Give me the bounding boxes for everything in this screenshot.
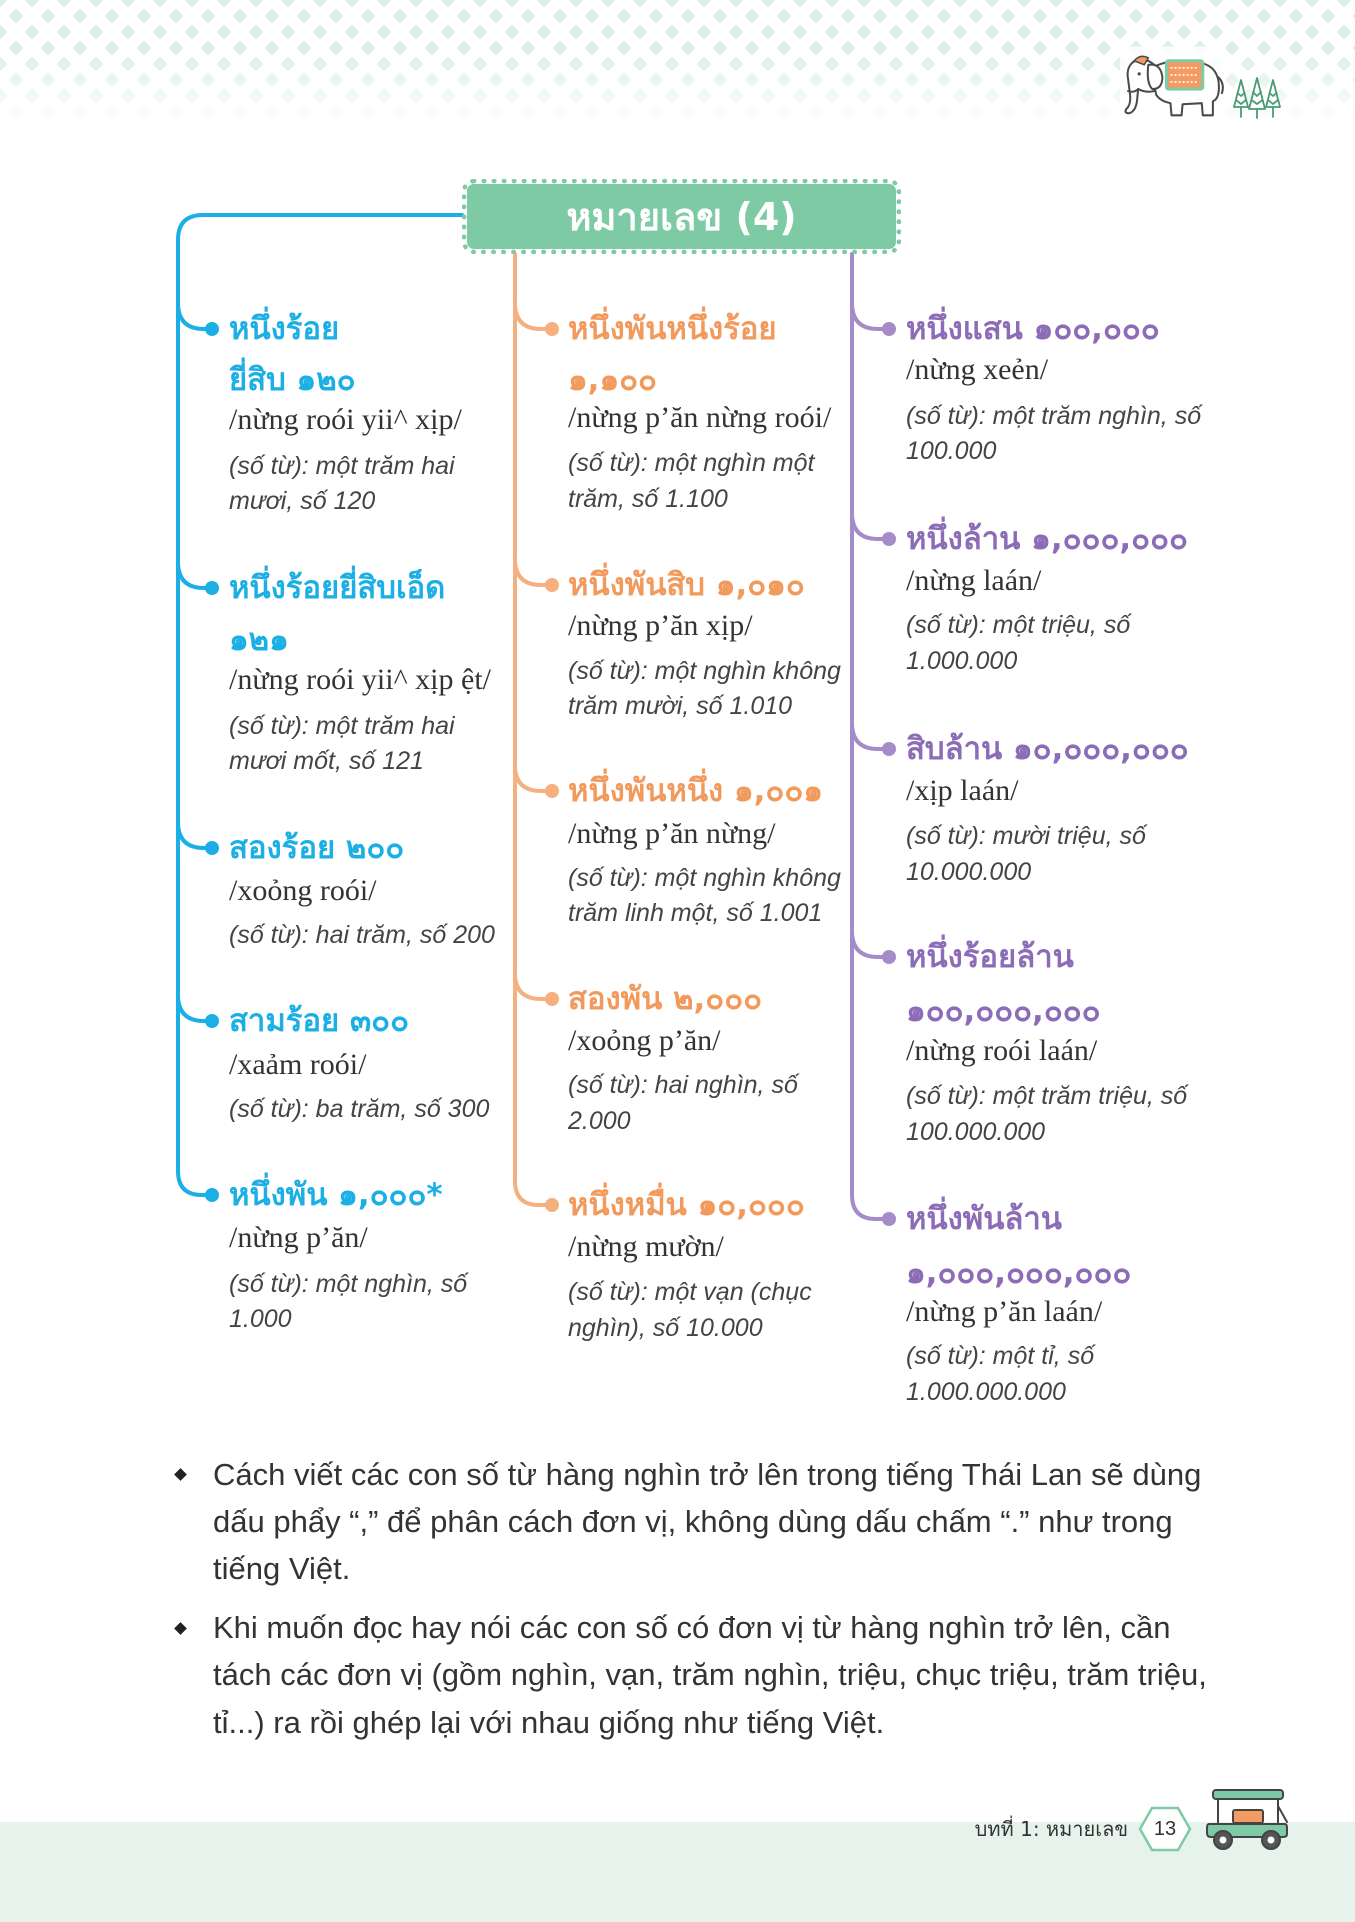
entry-pronunciation: /nừng p’ăn nừng/	[568, 817, 776, 850]
entry-pronunciation: /nừng laán/	[906, 564, 1042, 597]
entry-thai: ๑๒๑	[229, 622, 289, 658]
entry-gloss: (số từ): một triệu, số	[906, 611, 1131, 639]
tuk-tuk-icon	[1203, 1786, 1291, 1852]
entry-thai: หนึ่งพันหนึ่ง ๑,๐๐๑	[568, 773, 823, 809]
branch-dot	[205, 581, 219, 595]
entry-gloss: (số từ): một trăm triệu, số	[906, 1082, 1188, 1110]
entry-gloss: (số từ): hai trăm, số 200	[229, 921, 495, 949]
entry-pronunciation: /nừng roói yii^ xịp ệt/	[229, 663, 491, 696]
entry-gloss: (số từ): một trăm hai	[229, 452, 455, 480]
branch-dot	[205, 841, 219, 855]
entry-gloss: (số từ): ba trăm, số 300	[229, 1095, 490, 1123]
entry-gloss: nghìn), số 10.000	[568, 1314, 763, 1342]
entry-gloss: (số từ): một nghìn một	[568, 449, 815, 477]
entry-thai: หนึ่งร้อยล้าน	[906, 939, 1074, 975]
entry-gloss: (số từ): một trăm hai	[229, 712, 455, 740]
page-number: 13	[1153, 1818, 1177, 1840]
entry-pronunciation: /xaảm roói/	[229, 1048, 367, 1081]
entry-pronunciation: /xịp laán/	[906, 774, 1019, 807]
note-line: tiếng Việt.	[213, 1551, 351, 1586]
entry-pronunciation: /nừng p’ăn nừng roói/	[568, 401, 832, 434]
entry-gloss: mươi, số 120	[229, 487, 376, 515]
entry-pronunciation: /nừng roói laán/	[906, 1034, 1098, 1067]
entry-thai: ยี่สิบ ๑๒๐	[229, 362, 356, 398]
entry-thai: หนึ่งร้อย	[229, 311, 340, 347]
entry-pronunciation: /nừng p’ăn laán/	[906, 1295, 1103, 1328]
entry-thai: หนึ่งพันล้าน	[906, 1201, 1062, 1237]
entry-pronunciation: /nừng p’ăn/	[229, 1221, 368, 1254]
note-line: tách các đơn vị (gồm nghìn, vạn, trăm nghìn, triệu, chục triệu, trăm triệu,	[213, 1657, 1207, 1692]
entry-gloss: 100.000.000	[906, 1118, 1046, 1146]
entry-gloss: (số từ): một nghìn không	[568, 657, 841, 685]
entry-gloss: trăm mười, số 1.010	[568, 692, 793, 720]
note-line: dấu phẩy “,” để phân cách đơn vị, không dùng dấu chấm “.” như trong	[213, 1504, 1173, 1539]
branch-dot	[205, 1188, 219, 1202]
entry-gloss: (số từ): một trăm nghìn, số	[906, 402, 1202, 430]
entry-thai: สิบล้าน ๑๐,๐๐๐,๐๐๐	[906, 731, 1189, 767]
entry-gloss: 2.000	[568, 1107, 631, 1135]
entry-thai: สองร้อย ๒๐๐	[229, 830, 405, 866]
note-line: Cách viết các con số từ hàng nghìn trở lên trong tiếng Thái Lan sẽ dùng	[213, 1457, 1202, 1492]
entry-gloss: (số từ): một vạn (chục	[568, 1278, 812, 1306]
entry-gloss: 10.000.000	[906, 858, 1032, 886]
branch-dot	[205, 1014, 219, 1028]
entry-gloss: (số từ): mười triệu, số	[906, 822, 1146, 850]
entry-pronunciation: /nừng p’ăn xịp/	[568, 609, 753, 642]
entry-thai: หนึ่งพันหนึ่งร้อย	[568, 311, 777, 347]
entry-thai: สามร้อย ๓๐๐	[229, 1003, 410, 1039]
entry-thai: หนึ่งร้อยยี่สิบเอ็ด	[229, 570, 446, 606]
entry-thai: ๑,๐๐๐,๐๐๐,๐๐๐	[906, 1255, 1132, 1291]
note-line: Khi muốn đọc hay nói các con số có đơn vị từ hàng nghìn trở lên, cần	[213, 1610, 1171, 1645]
entry-thai: หนึ่งหมื่น ๑๐,๐๐๐	[568, 1187, 805, 1223]
entry-gloss: (số từ): một tỉ, số	[906, 1342, 1095, 1370]
entry-thai: สองพัน ๒,๐๐๐	[568, 981, 763, 1017]
entry-thai: หนึ่งแสน ๑๐๐,๐๐๐	[906, 311, 1160, 347]
entry-gloss: (số từ): một nghìn, số	[229, 1270, 468, 1298]
page-title: หมายเลข (4)	[566, 194, 797, 239]
entry-pronunciation: /nừng mườn/	[568, 1230, 724, 1263]
entry-pronunciation: /nừng xeẻn/	[906, 353, 1049, 386]
entry-pronunciation: /xoỏng p’ăn/	[568, 1024, 721, 1057]
entry-thai: ๑๐๐,๐๐๐,๐๐๐	[906, 993, 1101, 1029]
note-line: tỉ...) ra rồi ghép lại với nhau giống như tiếng Việt.	[213, 1705, 885, 1740]
chapter-label: บทที่ 1: หมายเลข	[974, 1817, 1128, 1841]
entry-gloss: trăm linh một, số 1.001	[568, 899, 823, 927]
entry-pronunciation: /nừng roói yii^ xịp/	[229, 403, 462, 436]
entry-thai: หนึ่งล้าน ๑,๐๐๐,๐๐๐	[906, 521, 1188, 557]
entry-gloss: (số từ): một nghìn không	[568, 864, 841, 892]
branch-dot	[205, 322, 219, 336]
entry-gloss: trăm, số 1.100	[568, 485, 728, 513]
entry-thai: หนึ่งพันสิบ ๑,๐๑๐	[568, 567, 805, 603]
entry-gloss: 1.000.000.000	[906, 1378, 1066, 1406]
entry-gloss: 1.000.000	[906, 647, 1018, 675]
entry-gloss: (số từ): hai nghìn, số	[568, 1071, 798, 1099]
entry-thai: หนึ่งพัน ๑,๐๐๐*	[229, 1177, 443, 1213]
entry-pronunciation: /xoỏng roói/	[229, 874, 377, 907]
entry-gloss: 1.000	[229, 1305, 292, 1333]
entry-gloss: 100.000	[906, 437, 997, 465]
entry-gloss: mươi mốt, số 121	[229, 747, 424, 775]
entry-thai: ๑,๑๐๐	[568, 362, 657, 398]
